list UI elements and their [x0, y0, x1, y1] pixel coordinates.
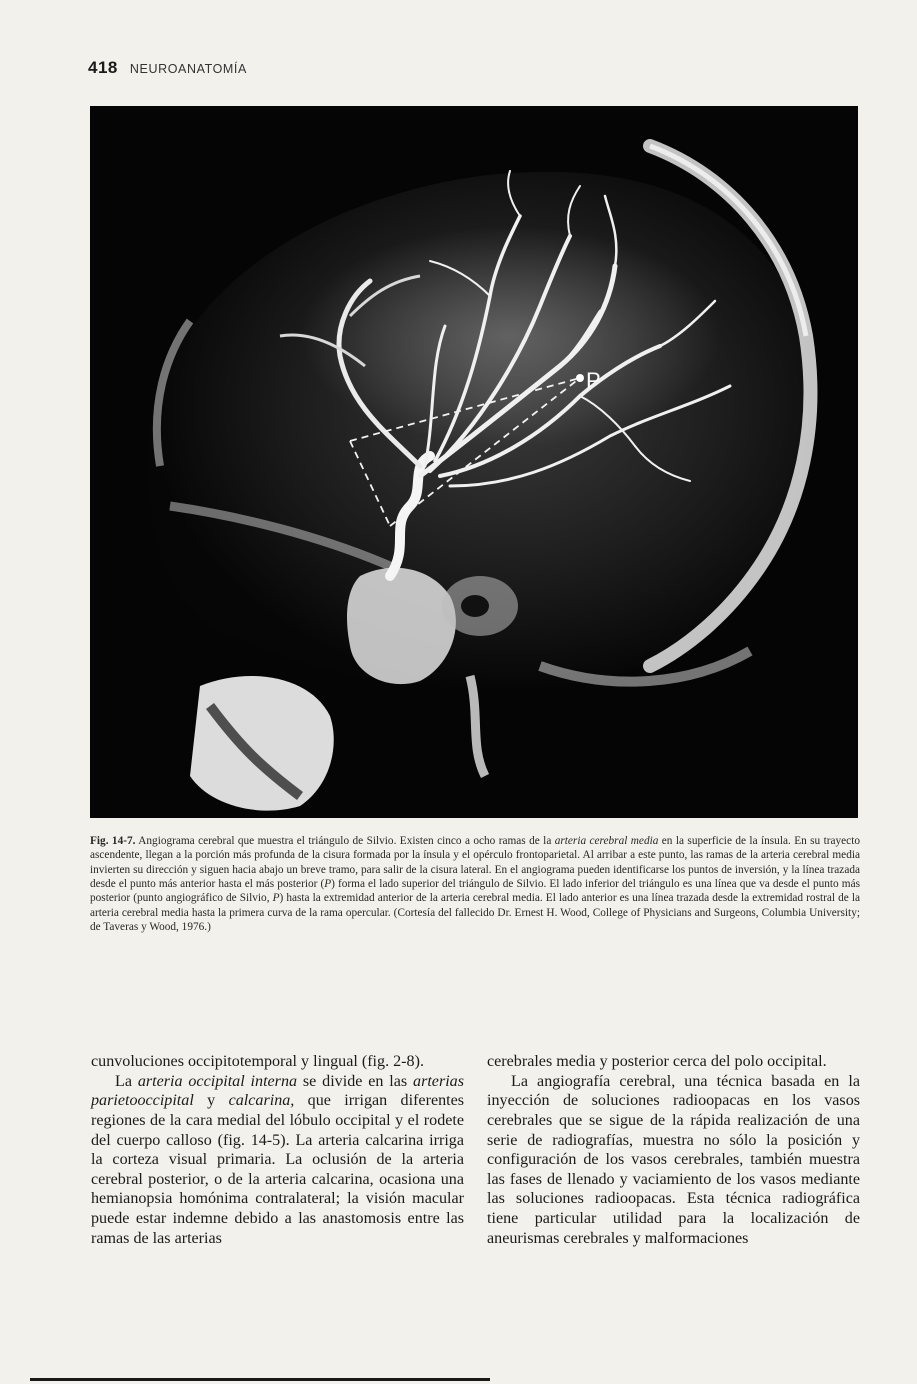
italic-term: arterias parietooccipital — [91, 1072, 464, 1110]
caption-text: en la superficie de la ínsula. En su trayecto ascendente, llegan a la porción más profunda de la cisura formada por la ínsula y el opérculo frontoparietal. Al arribar a este punto, las ramas de la arteria cerebral media invierten su dirección y siguen hacia abajo un breve tramo, para salir de la cisura lateral. En el angiograma pueden identificarse los puntos de inversión, y la línea trazada desde el punto más anterior hasta el más posterior ( — [90, 835, 860, 891]
angiogram-figure — [90, 106, 858, 818]
body-column-left — [91, 1052, 464, 1248]
text-run: que irrigan diferentes regiones de la cara medial del lóbulo occipital y el rodete del cuerpo calloso (fig. 14-5). La arteria calcarina irriga la corteza visual primaria. La oclusión de la arteria cerebral posterior, o de la arteria calcarina, ocasiona una hemianopsia homónima contralateral; la visión macular puede estar indemne debido a las anastomosis entre las ramas de las arterias — [91, 1092, 465, 1247]
italic-term: calcarina, — [228, 1092, 295, 1110]
body-column-right — [487, 1052, 860, 1248]
brain-parenchyma-blush — [300, 226, 720, 446]
page-number: 418 — [88, 58, 118, 77]
caption-text: ) hasta la extremidad anterior de la arteria cerebral media. El lado anterior es una línea trazada desde la extremidad rostral de la arteria cerebral media hasta la primera curva de la rama opercular. (Cortesía del fallecido Dr. Ernest H. Wood, College of Physicians and Surgeons, Columbia University; de Taveras y Wood, 1976.) — [90, 892, 860, 934]
caption-italic: P — [272, 892, 280, 905]
footer-rule — [30, 1378, 490, 1381]
caption-text: Angiograma cerebral que muestra el triángulo de Silvio. Existen cinco a ocho ramas de la — [135, 835, 555, 847]
caption-italic: P — [324, 878, 332, 891]
caption-figure-label: Fig. 14-7. — [90, 835, 136, 847]
figure-caption — [90, 834, 860, 934]
angiogram-image — [90, 106, 858, 818]
caption-text: ) forma el lado superior del triángulo de Silvio. El lado inferior del triángulo es una línea que va desde el punto más posterior (punto angiográfico de Silvio, — [90, 878, 860, 905]
point-p-label: P — [586, 368, 601, 393]
text-run: La — [115, 1072, 138, 1090]
caption-italic: arteria cerebral media — [554, 835, 659, 847]
page-header — [88, 58, 247, 78]
text-run: se divide en las — [297, 1072, 414, 1090]
text-run: y — [193, 1092, 229, 1110]
running-title: NEUROANATOMÍA — [129, 62, 247, 76]
mandible — [190, 676, 334, 811]
paragraph: La angiografía cerebral, una técnica basada en la inyección de soluciones radioopacas en los vasos cerebrales que se sigue de la rápida realización de una serie de radiografías, muestra no sólo la posición y configuración de los vasos cerebrales, también muestra las fases de llenado y vaciamiento de los vasos mediante las soluciones radioopacas. Esta técnica radiográfica tiene particular utilidad para la localización de aneurismas cerebrales y malformaciones — [487, 1072, 860, 1247]
paragraph — [91, 1072, 464, 1249]
italic-term: arteria occipital interna — [137, 1072, 298, 1090]
paragraph: cerebrales media y posterior cerca del polo occipital. — [487, 1053, 827, 1070]
paragraph: cunvoluciones occipitotemporal y lingual (fig. 2-8). — [91, 1053, 424, 1070]
